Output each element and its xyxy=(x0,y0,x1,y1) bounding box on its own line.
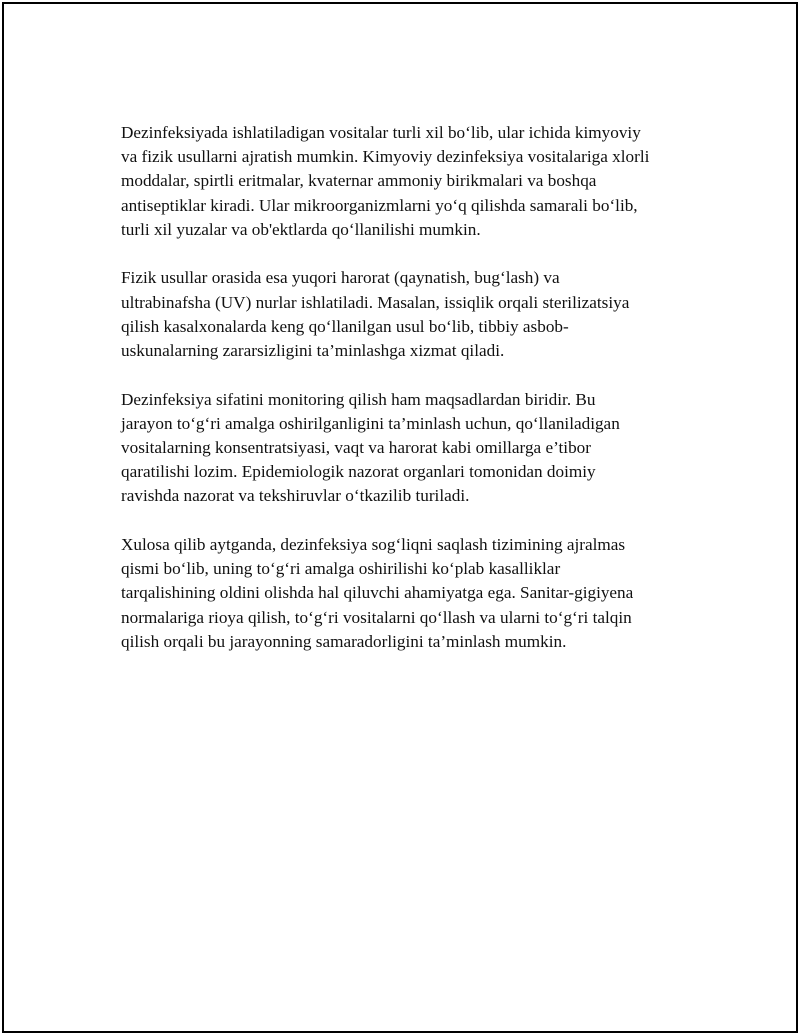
paragraph-3: Dezinfeksiya sifatini monitoring qilish ham maqsadlardan biridir. Bu jarayon to‘g‘ri amalga oshirilganligini ta’minlash uchun, qo‘llaniladigan vositalarning konsentratsiyasi, vaqt va harorat kabi omillarga e’tibor qaratilishi lozim. Epidemiologik nazorat organlari tomonidan doimiy ravishda nazorat va tekshiruvlar o‘tkazilib turiladi. xyxy=(121,389,620,506)
paragraph-2: Fizik usullar orasida esa yuqori harorat (qaynatish, bug‘lash) va ultrabinafsha (UV) nurlar ishlatiladi. Masalan, issiqlik orqali sterilizatsiya qilish kasalxonalarda keng qo‘llanilgan usul bo‘lib, tibbiy asbob- uskunalarning zararsizligini ta’minlashga xizmat qiladi. xyxy=(121,268,630,361)
page-border-frame xyxy=(2,2,798,1033)
paragraph-4: Xulosa qilib aytganda, dezinfeksiya sog‘liqni saqlash tizimining ajralmas qismi bo‘lib, uning to‘g‘ri amalga oshirilishi ko‘plab kasalliklar tarqalishining oldini olishda hal qiluvchi ahamiyatga ega. Sanitar-gigiyena normalariga rioya qilish, to‘g‘ri vositalarni qo‘llash va ularni to‘g‘ri talqin qilish orqali bu jarayonning samaradorligini ta’minlash mumkin. xyxy=(121,535,634,651)
document-body xyxy=(121,121,711,678)
paragraph-1: Dezinfeksiyada ishlatiladigan vositalar turli xil bo‘lib, ular ichida kimyoviy va fizik usullarni ajratish mumkin. Kimyoviy dezinfeksiya vositalariga xlorli moddalar, spirtli eritmalar, kvaternar ammoniy birikmalari va boshqa antiseptiklar kiradi. Ular mikroorganizmlarni yo‘q qilishda samarali bo‘lib, turli xil yuzalar va ob'ektlarda qo‘llanilishi mumkin. xyxy=(121,123,650,239)
